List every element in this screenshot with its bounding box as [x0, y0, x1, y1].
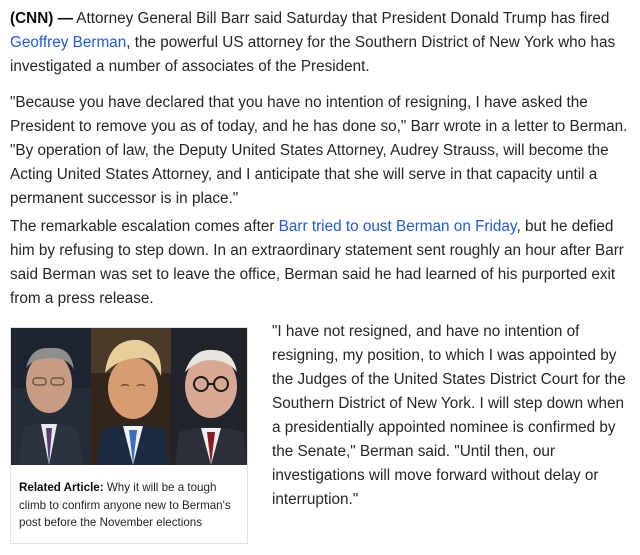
geoffrey-berman-link[interactable]: Geoffrey Berman	[10, 34, 127, 51]
portrait-photo-trump	[91, 328, 171, 465]
berman-quote-paragraph: "I have not resigned, and have no intention of resigning, my position, to which I was appointed by the Judges of the United States District Court for the Southern District of New York. I will step down when a presidentially appointed nominee is confirmed by the Senate," Berman said. "Until then, our investigations will move forward without delay or interruption."	[272, 323, 626, 508]
barr-oust-berman-link[interactable]: Barr tried to oust Berman on Friday	[278, 218, 517, 235]
dateline: (CNN) —	[10, 10, 73, 27]
portrait-photo-berman	[11, 328, 91, 465]
related-article-title[interactable]: Why it will be a tough climb to confirm anyone new to Berman's post before the November elections	[19, 481, 231, 529]
article-paragraph-2: "Because you have declared that you have no intention of resigning, I have asked the President to remove you as of today, and he has done so," Barr wrote in a letter to Berman. "By operation of law, the Deputy United States Attorney, Audrey Strauss, will become the Acting United States Attorney, and I anticipate that she will serve in that capacity until a permanent successor is in place."	[10, 94, 628, 207]
article-paragraph-3	[10, 215, 632, 311]
paragraph-text: , the powerful US attorney for the Southern District of New York who has investigated a number of associates of the President.	[10, 34, 616, 75]
related-article-image[interactable]	[11, 328, 247, 465]
related-article-label: Related Article:	[19, 481, 104, 494]
paragraph-text: Attorney General Bill Barr said Saturday that President Donald Trump has fired	[72, 10, 610, 27]
article-paragraph-1	[10, 7, 632, 79]
related-article-caption[interactable]	[19, 479, 241, 532]
paragraph-text: The remarkable escalation comes after	[10, 218, 279, 235]
paragraph-text: , but he defied him by refusing to step down. In an extraordinary statement sent roughly an hour after Barr said Berman was set to leave the office, Berman said he had learned of his purported exit from a press release.	[10, 218, 624, 307]
related-article-card[interactable]	[10, 327, 248, 544]
portrait-photo-barr	[171, 328, 247, 465]
